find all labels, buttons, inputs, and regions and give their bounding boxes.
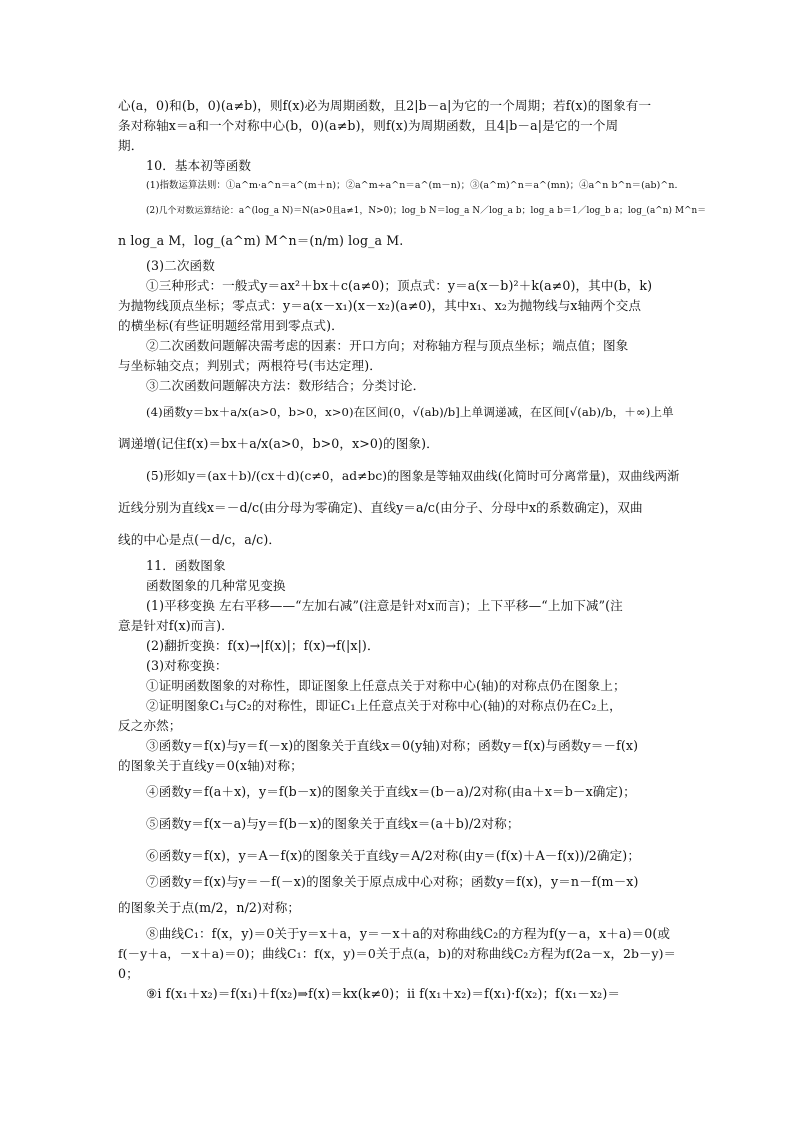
text-line-3: 期． (118, 138, 144, 153)
symmetry-8b: f(－y＋a，－x＋a)＝0)；曲线C₁：f(x，y)＝0关于点(a，b)的对称曲线C₂方程为f(2a－x，2b－y)＝ (118, 946, 677, 961)
exponent-rules: (1)指数运算法则：①a^m·a^n＝a^(m＋n)；②a^m÷a^n＝a^(m－n)；③(a^m)^n＝a^(mn)；④a^n b^n＝(ab)^n. (146, 180, 678, 191)
section-heading-10: 10．基本初等函数 (146, 158, 252, 173)
quadratic-forms-1: ①三种形式：一般式y＝ax²＋bx＋c(a≠0)；顶点式：y＝a(x－b)²＋k(a≠0)，其中(b，k) (146, 278, 653, 293)
nike-function-2: 调递增(记住f(x)＝bx＋a/x(a>0，b>0，x>0)的图象)． (118, 436, 439, 451)
log-rules-2: n log_a M，log_(a^m) M^n＝(n/m) log_a M. (118, 233, 404, 248)
symmetry-heading: (3)对称变换： (146, 658, 228, 673)
hyperbola-3: 线的中心是点(－d/c，a/c)． (118, 532, 282, 547)
quadratic-factors-1: ②二次函数问题解决需考虑的因素：开口方向；对称轴方程与顶点坐标；端点值；图象 (146, 338, 629, 353)
symmetry-6: ⑥函数y＝f(x)，y＝A－f(x)的图象关于直线y＝A/2对称(由y＝(f(x)＋A－f(x))/2确定)； (146, 848, 641, 863)
symmetry-7b: 的图象关于点(m/2，n/2)对称； (118, 900, 301, 915)
symmetry-2a: ②证明图象C₁与C₂的对称性，即证C₁上任意点关于对称中心(轴)的对称点仍在C₂上， (146, 698, 622, 713)
hyperbola-2: 近线分别为直线x＝－d/c(由分母为零确定)、直线y＝a/c(由分子、分母中x的系数确定)，双曲 (118, 500, 643, 515)
text-line-1: 心(a，0)和(b，0)(a≠b)，则f(x)必为周期函数，且2|b－a|为它的一个周期；若f(x)的图象有一 (118, 98, 652, 113)
symmetry-2b: 反之亦然； (118, 718, 182, 733)
quadratic-factors-2: 与坐标轴交点；判别式；两根符号(韦达定理)． (118, 358, 382, 373)
symmetry-1: ①证明函数图象的对称性，即证图象上任意点关于对称中心(轴)的对称点仍在图象上； (146, 678, 626, 693)
flip-transform: (2)翻折变换：f(x)→|f(x)|；f(x)→f(|x|)． (146, 638, 380, 653)
symmetry-8c: 0； (118, 966, 139, 981)
quadratic-forms-2: 为抛物线顶点坐标；零点式：y＝a(x－x₁)(x－x₂)(a≠0)，其中x₁、x₂为抛物线与x轴两个交点 (118, 298, 642, 313)
quadratic-forms-3: 的横坐标(有些证明题经常用到零点式)． (118, 318, 344, 333)
symmetry-9: ⑨ⅰ f(x₁＋x₂)＝f(x₁)＋f(x₂)⇒f(x)＝kx(k≠0)；ⅱ f(x₁＋x₂)＝f(x₁)·f(x₂)；f(x₁－x₂)＝ (146, 986, 621, 1001)
symmetry-3b: 的图象关于直线y＝0(x轴)对称； (118, 758, 303, 773)
quadratic-methods: ③二次函数问题解决方法：数形结合；分类讨论． (146, 378, 426, 393)
document-page (118, 96, 707, 1004)
log-rules-1: (2)几个对数运算结论：a^(log_a N)＝N(a>0且a≠1，N>0)；log_b N＝log_a N／log_a b；log_a b＝1／log_b a；log_(a^n) M^n＝ (146, 206, 707, 216)
quadratic-heading: (3)二次函数 (146, 258, 215, 273)
symmetry-5: ⑤函数y＝f(x－a)与y＝f(b－x)的图象关于直线x＝(a＋b)/2对称； (146, 816, 520, 831)
transform-heading: 函数图象的几种常见变换 (146, 578, 286, 593)
text-line-2: 条对称轴x＝a和一个对称中心(b，0)(a≠b)，则f(x)为周期函数，且4|b－a|是它的一个周 (118, 118, 619, 133)
nike-function-1: (4)函数y＝bx＋a/x(a>0，b>0，x>0)在区间(0，√(ab)/b]上单调递减，在区间[√(ab)/b，＋∞)上单 (146, 405, 674, 419)
translation-2: 意是针对f(x)而言)． (118, 618, 234, 633)
translation-1: (1)平移变换 左右平移——“左加右减”(注意是针对x而言)；上下平移—“上加下减”(注 (146, 598, 623, 613)
symmetry-7a: ⑦函数y＝f(x)与y＝－f(－x)的图象关于原点成中心对称；函数y＝f(x)，y＝n－f(m－x) (146, 874, 639, 889)
section-heading-11: 11．函数图象 (146, 558, 226, 573)
symmetry-3a: ③函数y＝f(x)与y＝f(－x)的图象关于直线x＝0(y轴)对称；函数y＝f(x)与函数y＝－f(x) (146, 738, 639, 753)
symmetry-8a: ⑧曲线C₁：f(x，y)＝0关于y＝x＋a，y＝－x＋a的对称曲线C₂的方程为f(y－a，x＋a)＝0(或 (146, 926, 671, 941)
hyperbola-1: (5)形如y＝(ax＋b)/(cx＋d)(c≠0，ad≠bc)的图象是等轴双曲线(化简时可分离常量)，双曲线两渐 (146, 469, 680, 483)
symmetry-4: ④函数y＝f(a＋x)，y＝f(b－x)的图象关于直线x＝(b－a)/2对称(由a＋x＝b－x确定)； (146, 784, 636, 799)
